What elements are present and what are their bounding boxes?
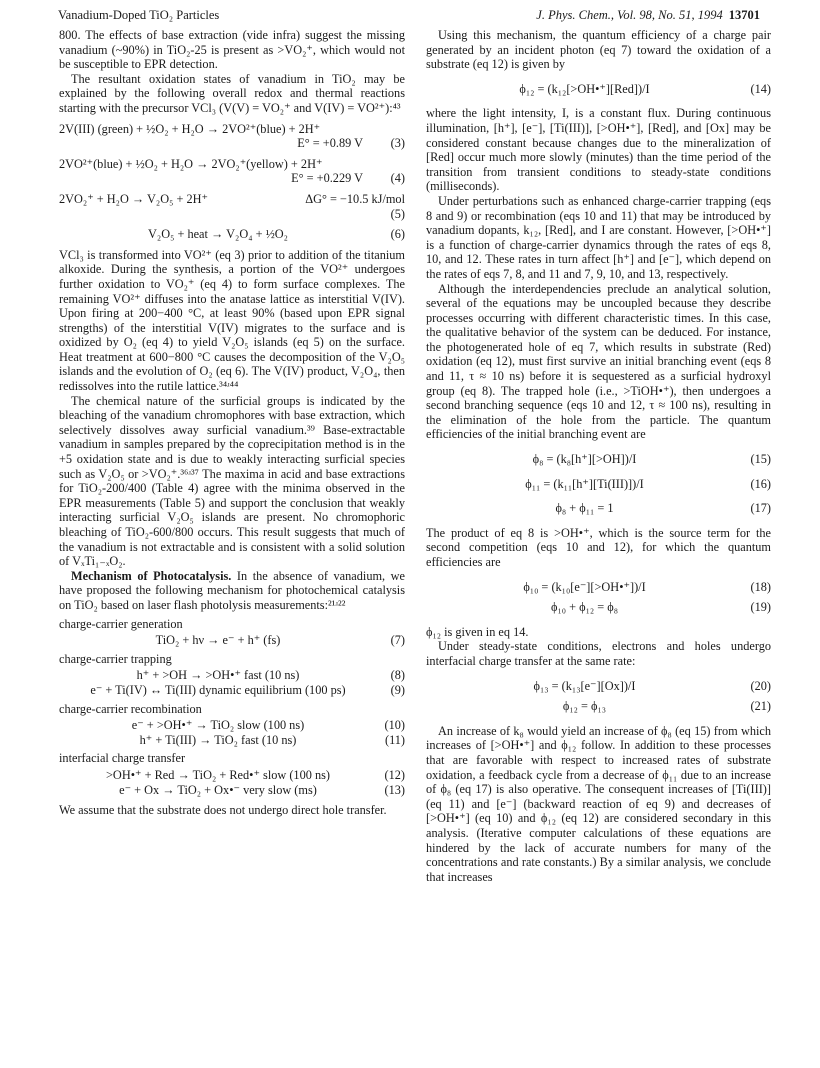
- equation-text: ϕ₁₁ = (k₁₁[h⁺][Ti(III)])/I: [525, 476, 644, 491]
- equation-13: [59, 783, 405, 798]
- equation-number: (5): [390, 206, 405, 221]
- equation-7: [59, 633, 405, 648]
- right-column: [426, 28, 771, 884]
- equation-text: h⁺ + >OH → >OH•⁺ fast (10 ns): [136, 668, 300, 683]
- equation-number: (3): [390, 136, 405, 151]
- equation-11: [59, 733, 405, 748]
- equation-number: (17): [750, 501, 771, 516]
- paragraph: We assume that the substrate does not undergo direct hole transfer.: [59, 803, 387, 818]
- equation-number: (6): [390, 227, 405, 242]
- equation-text: TiO₂ + hν → e⁻ + h⁺ (fs): [155, 633, 281, 648]
- equation-text: ϕ₁₂ = ϕ₁₃: [562, 699, 607, 714]
- paragraph: where the light intensity, I, is a constant flux. During continuous illumination, [h⁺], [e⁻], [Ti(III)], [>OH•⁺], [Red], and [Ox] may be considered constant because changes due to the mineralization of [Red] occur much more slowly (minutes) than the time period of the transition from transient conditions to steady-state conditions (milliseconds).: [426, 106, 771, 194]
- equation-number: (18): [750, 579, 771, 594]
- equation-text: 2VO₂⁺ + H₂O → V₂O₅ + 2H⁺: [59, 191, 208, 206]
- equation-text: ϕ₁₀ + ϕ₁₂ = ϕ₈: [550, 600, 619, 615]
- equation-number: (20): [750, 678, 771, 693]
- equation-text: ϕ₁₂ = (k₁₂[>OH•⁺][Red])/I: [519, 81, 650, 96]
- running-header: [58, 8, 760, 26]
- equation-12: [59, 768, 405, 783]
- equation-text: e⁻ + Ox → TiO₂ + Ox•⁻ very slow (ms): [119, 782, 317, 797]
- equation-21: [426, 699, 771, 714]
- equation-number: (13): [384, 782, 405, 797]
- equation-number: (15): [750, 452, 771, 467]
- paragraph: VCl₃ is transformed into VO²⁺ (eq 3) prior to addition of the titanium alkoxide. During the synthesis, a portion of the VO²⁺ undergoes further oxidation to VO₂⁺ (eq 4) to form surface complexes. The remaining VO²⁺ diffuses into the anatase lattice as interstitial V(IV). Upon firing at 200−400 °C, at least 90% (based upon EPR signal strengths) of the interstitial V(IV) migrates to the surface and is oxidized by O₂ (eq 4) to yield V₂O₅ islands (eq 5) on the surface. Heat treatment at 600−800 °C causes the decomposition of the V₂O₅ islands and the evolution of O₂ (eq 6). The V(IV) product, V₂O₄, then redissolves into the rutile lattice.³⁴ʴ⁴⁴: [59, 247, 405, 394]
- paragraph: Under steady-state conditions, electrons and holes undergo interfacial charge transfer at the same rate:: [426, 639, 771, 668]
- paragraph: Although the interdependencies preclude an analytical solution, several of the equations may be uncoupled because they describe processes occurring with different characteristic times. In this case, the qualitative behavior of the system can be deduced. For instance, the photogenerated hole of eq 7, which results in substrate (Red) oxidation (eq 12), must first survive an initial branching event (eqs 8 and 11, τ ≈ 10 ns) before it is sequestered as a surficial hydroxyl group (eq 8). The trapped hole (i.e., >TiOH•⁺), then undergoes a second branching sequence (eqs 10 and 12, τ ≈ 100 ns), resulting in the elimination of the hole from the particle. The quantum efficiencies of the initial branching event are: [426, 281, 771, 442]
- equation-number: (14): [750, 81, 771, 96]
- journal-citation: [536, 8, 760, 23]
- equation-potential: E° = +0.89 V: [297, 136, 363, 151]
- left-column: [59, 28, 405, 818]
- equation-number: (12): [384, 767, 405, 782]
- equation-text: V₂O₅ + heat → V₂O₄ + ½O₂: [148, 227, 288, 242]
- paragraph: 800. The effects of base extraction (vide infra) suggest the missing vanadium (~90%) in TiO₂-25 is present as >VO₂⁺, which would not be susceptible to EPR detection.: [59, 28, 405, 72]
- equation-8: [59, 668, 405, 683]
- equation-4: [59, 157, 405, 186]
- mechanism-label: charge-carrier generation: [59, 616, 183, 631]
- paragraph: The resultant oxidation states of vanadium in TiO₂ may be explained by the following overall redox and thermal reactions starting with the precursor VCl₃ (V(V) = VO₂⁺ and V(IV) = VO²⁺):⁴³: [59, 71, 405, 115]
- equation-number: (8): [390, 668, 405, 683]
- equation-text: ϕ₈ + ϕ₁₁ = 1: [555, 501, 614, 516]
- equation-number: (21): [750, 699, 771, 714]
- mechanism-label: interfacial charge transfer: [59, 751, 186, 766]
- equation-5: [59, 192, 405, 207]
- equation-20: [426, 679, 771, 694]
- paragraph: An increase of k₈ would yield an increase of ϕ₈ (eq 15) from which increases of [>OH•⁺] and ϕ₁₂ follow. In addition to these processes that are favorable with respect to increased rates of substrate oxidation, a feedback cycle from a decrease of ϕ₁₁ due to an increase of ϕ₈ (eq 17) is also operative. The consequent increases of [Ti(III)] (eq 11) and [e⁻] (backward reaction of eq 9) and decreases of [>OH•⁺] (eq 10) and ϕ₁₂ (eq 12) are considered secondary in this analysis. (Iterative computer calculations of these equations are hindered by the lack of accurate numbers for many of the concentrations and rate constants.) By a similar analysis, we conclude that increases: [426, 723, 771, 884]
- equation-number: (7): [390, 633, 405, 648]
- equation-text: e⁻ + Ti(IV) ↔ Ti(III) dynamic equilibrium (100 ps): [90, 682, 346, 697]
- paragraph: Under perturbations such as enhanced charge-carrier trapping (eqs 8 and 9) or recombination (eqs 10 and 11) that may be introduced by vanadium dopants, k₁₂, [Red], and I are constant. However, [>OH•⁺] is a function of charge-carrier dynamics through the rates of eqs 8, 10, and 12. These rates in turn affect [h⁺] and [e⁻], which depend on the rates of eqs 7, 8, and 11 and 7, 9, 10, and 13, respectively.: [426, 193, 771, 281]
- equation-6: [59, 227, 405, 242]
- equation-text: 2V(III) (green) + ½O₂ + H₂O → 2VO²⁺(blue) + 2H⁺: [59, 121, 321, 136]
- equation-number: (10): [384, 718, 405, 733]
- equation-text: ϕ₁₀ = (k₁₀[e⁻][>OH•⁺])/I: [523, 579, 646, 594]
- equation-3: [59, 122, 405, 151]
- equation-text: e⁻ + >OH•⁺ → TiO₂ slow (100 ns): [131, 718, 305, 733]
- equation-potential: E° = +0.229 V: [291, 171, 363, 186]
- equation-number: (9): [390, 682, 405, 697]
- equation-14: [426, 82, 771, 97]
- running-title: Vanadium-Doped TiO₂ Particles: [58, 8, 220, 22]
- paragraph-text: In the absence of vanadium, we have proposed the following mechanism for photochemical catalysis on TiO₂ based on laser flash photolysis measurements:²¹ʴ²²: [59, 568, 405, 612]
- equation-16: [426, 477, 771, 492]
- equation-9: [59, 683, 405, 698]
- equation-18: [426, 580, 771, 595]
- equation-text: h⁺ + Ti(III) → TiO₂ fast (10 ns): [139, 732, 297, 747]
- equation-text: 2VO²⁺(blue) + ½O₂ + H₂O → 2VO₂⁺(yellow) + 2H⁺: [59, 156, 323, 171]
- section-heading: Mechanism of Photocatalysis.: [71, 568, 232, 583]
- paragraph: The product of eq 8 is >OH•⁺, which is the source term for the second competition (eqs 10 and 12), for which the quantum efficiencies are: [426, 525, 771, 569]
- paragraph: ϕ₁₂ is given in eq 14.: [426, 624, 529, 639]
- journal-name: J. Phys. Chem., Vol. 98, No. 51, 1994: [536, 8, 723, 22]
- equation-number: (16): [750, 476, 771, 491]
- equation-number: (4): [390, 171, 405, 186]
- equation-17: [426, 501, 771, 516]
- equation-text: ϕ₁₃ = (k₁₃[e⁻][Ox])/I: [533, 678, 636, 693]
- equation-19: [426, 600, 771, 615]
- paragraph: [59, 569, 405, 613]
- equation-number: (11): [384, 732, 405, 747]
- equation-text: ϕ₈ = (k₈[h⁺][>OH])/I: [532, 452, 637, 467]
- equation-number: (19): [750, 600, 771, 615]
- mechanism-label: charge-carrier recombination: [59, 701, 202, 716]
- equation-10: [59, 718, 405, 733]
- mechanism-label: charge-carrier trapping: [59, 651, 172, 666]
- equation-15: [426, 452, 771, 467]
- paragraph: The chemical nature of the surficial groups is indicated by the bleaching of the vanadium chromophores with base extraction, which selectively dissolves away surficial vanadium.³⁹ Base-extractable vanadium in samples prepared by the coprecipitation method is in the +5 oxidation state and is due to weakly interacting surficial species such as V₂O₅ or >VO₂⁺.³⁶ʴ³⁷ The maxima in acid and base extractions for TiO₂-200/400 (Table 4) agree with the minima observed in the EPR measurements (Table 5) and support the conclusion that weakly interacting surficial V₂O₅ islands are present. No chromophoric bleaching of TiO₂-600/800 occurs. This result suggests that much of the vanadium is not extractable and is consistent with a solid solution of VₓTi₁₋ₓO₂.: [59, 393, 405, 569]
- page-number: 13701: [728, 8, 760, 22]
- equation-energy: ΔG° = −10.5 kJ/mol: [305, 191, 405, 206]
- equation-text: >OH•⁺ + Red → TiO₂ + Red•⁺ slow (100 ns): [106, 767, 330, 782]
- paragraph: Using this mechanism, the quantum efficiency of a charge pair generated by an incident photon (eq 7) toward the oxidation of a substrate (eq 12) is given by: [426, 28, 771, 72]
